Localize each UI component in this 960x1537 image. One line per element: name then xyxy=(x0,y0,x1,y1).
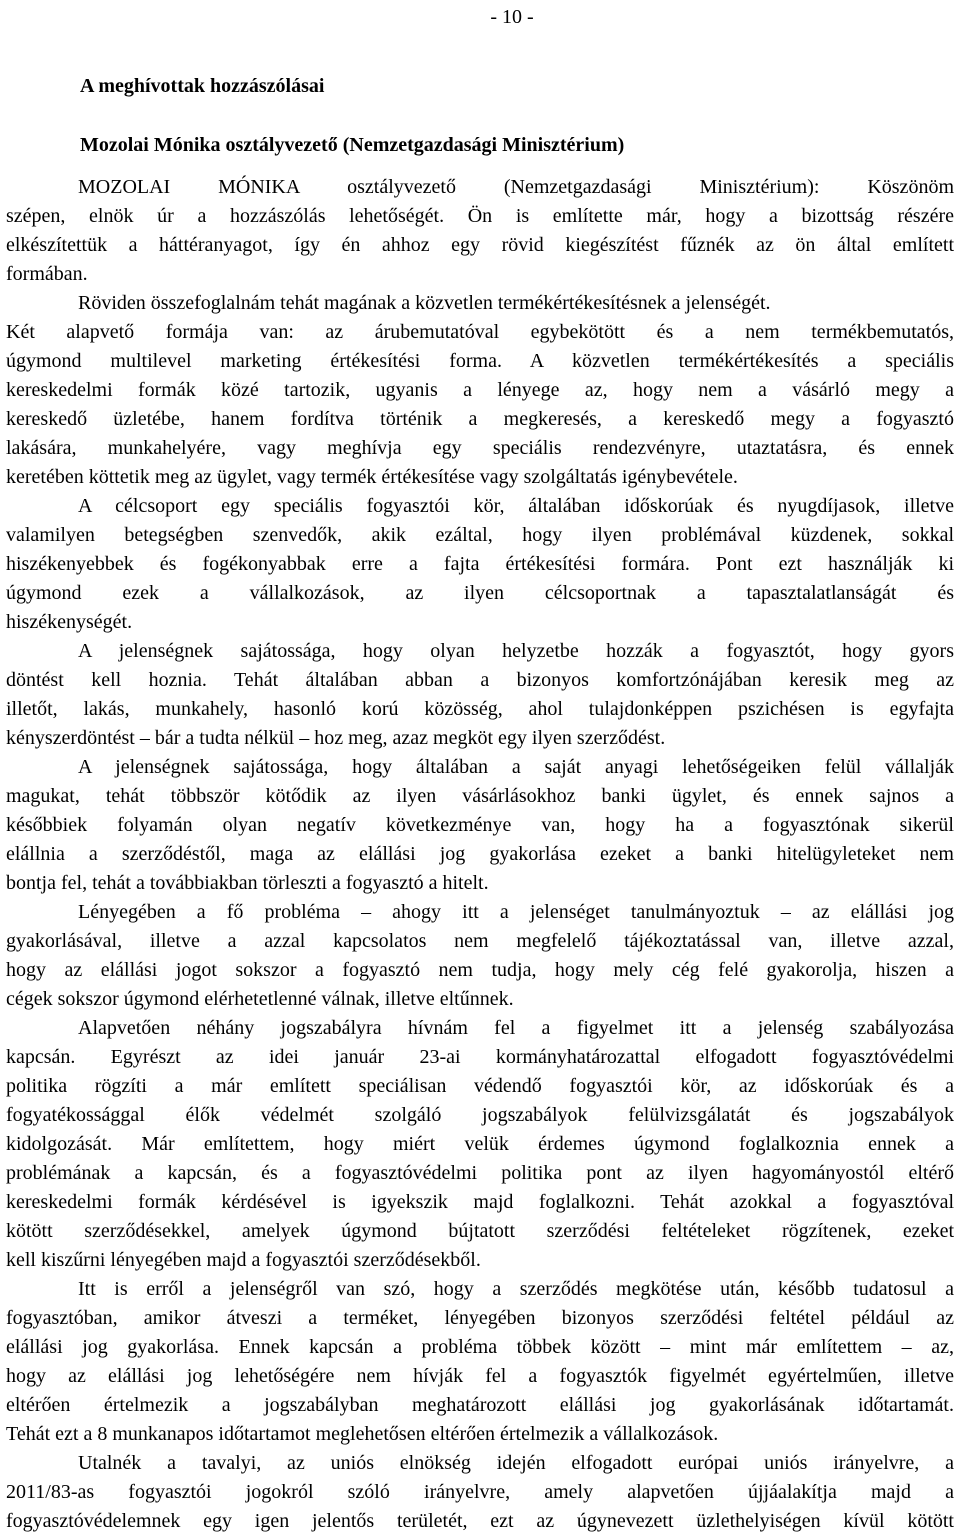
paragraph-line: kereskedő üzletébe, hanem fordítva történik a megkeresés, a kereskedő megy a fogyasztó xyxy=(6,408,954,430)
paragraph-line: Utalnék a tavalyi, az uniós elnökség idején elfogadott európai uniós irányelvre, a xyxy=(78,1452,954,1474)
paragraph-line: gyakorlásával, illetve a azzal kapcsolatos nem megfelelő tájékoztatással van, illetve azzal, xyxy=(6,930,954,952)
paragraph-line: problémának a kapcsán, és a fogyasztóvédelmi politika pont az ilyen hagyományostól eltérő xyxy=(6,1162,954,1184)
paragraph-line: hiszékenységét. xyxy=(6,611,133,633)
paragraph-line: kapcsán. Egyrészt az idei január 23-ai kormányhatározattal elfogadott fogyasztóvédelmi xyxy=(6,1046,954,1068)
paragraph-line: eltérően értelmezik a jogszabályban meghatározott elállási jog gyakorlásának időtartamát. xyxy=(6,1394,954,1416)
paragraph-line: cégek sokszor úgymond elérhetetlenné válnak, illetve eltűnnek. xyxy=(6,988,514,1010)
paragraph-line: kidolgozását. Már említettem, hogy miért velük érdemes úgymond foglalkoznia ennek a xyxy=(6,1133,954,1155)
paragraph-line: fogyatékossággal élők védelmét szolgáló jogszabályok felülvizsgálatát és jogszabályok xyxy=(6,1104,954,1126)
paragraph-line: illetőt, lakás, munkahely, hasonló korú közösség, ahol tulajdonképpen pszichésen is egyfajta xyxy=(6,698,954,720)
paragraph-line: Tehát ezt a 8 munkanapos időtartamot meglehetősen eltérően értelmezik a vállalkozások. xyxy=(6,1423,719,1445)
paragraph-line: MOZOLAI MÓNIKA osztályvezető (Nemzetgazdasági Minisztérium): Köszönöm xyxy=(78,176,954,198)
paragraph-line: fogyasztóvédelemnek egy igen jelentős területét, ezt az úgynevezett üzlethelyiségen kívül kötött xyxy=(6,1510,954,1532)
page-number: - 10 - xyxy=(490,6,534,28)
paragraph-line: szépen, elnök úr a hozzászólás lehetőségét. Ön is említette már, hogy a bizottság részére xyxy=(6,205,954,227)
paragraph-line: magukat, tehát többször kötődik az ilyen vásárlásokhoz banki ügylet, és ennek sajnos a xyxy=(6,785,954,807)
paragraph-line: Röviden összefoglalnám tehát magának a közvetlen termékértékesítésnek a jelenségét. xyxy=(78,292,771,314)
paragraph-line: kell kiszűrni lényegében majd a fogyasztói szerződésekből. xyxy=(6,1249,481,1271)
paragraph-line: hogy az elállási jog lehetőségére nem hívják fel a fogyasztók figyelmét egyértelműen, illetve xyxy=(6,1365,954,1387)
paragraph-line: 2011/83-as fogyasztói jogokról szóló irányelvre, amely alapvetően újjáalakítja majd a xyxy=(6,1481,954,1503)
paragraph-line: úgymond multilevel marketing értékesítési forma. A közvetlen termékértékesítés a speciális xyxy=(6,350,954,372)
paragraph-line: politika rögzíti a már említett speciálisan védendő fogyasztói kör, az időskorúak és a xyxy=(6,1075,954,1097)
paragraph-line: Itt is erről a jelenségről van szó, hogy a szerződés megkötése után, később tudatosul a xyxy=(78,1278,954,1300)
paragraph-line: úgymond ezek a vállalkozások, az ilyen célcsoportnak a tapasztalatlanságát és xyxy=(6,582,954,604)
paragraph-line: későbbiek folyamán olyan negatív következménye van, hogy ha a fogyasztónak sikerül xyxy=(6,814,954,836)
paragraph-line: A jelenségnek sajátossága, hogy olyan helyzetbe hozzák a fogyasztót, hogy gyors xyxy=(78,640,954,662)
paragraph-line: A célcsoport egy speciális fogyasztói kör, általában időskorúak és nyugdíjasok, illetve xyxy=(78,495,954,517)
speaker-heading: Mozolai Mónika osztályvezető (Nemzetgazdasági Minisztérium) xyxy=(80,134,625,156)
paragraph-line: elállási jog gyakorlása. Ennek kapcsán a probléma többek között – mint már említettem – az, xyxy=(6,1336,954,1358)
paragraph-line: keretében köttetik meg az ügylet, vagy termék értékesítése vagy szolgáltatás igénybevétele. xyxy=(6,466,738,488)
paragraph-line: kereskedelmi formák kérdésével is igyekszik majd foglalkozni. Tehát azokkal a fogyasztóval xyxy=(6,1191,954,1213)
paragraph-line: A jelenségnek sajátossága, hogy általában a saját anyagi lehetőségeiken felül vállalják xyxy=(78,756,954,778)
paragraph-line: lakására, munkahelyére, vagy meghívja egy speciális rendezvényre, utaztatásra, és ennek xyxy=(6,437,954,459)
section-title: A meghívottak hozzászólásai xyxy=(80,75,325,97)
paragraph-line: Alapvetően néhány jogszabályra hívnám fel a figyelmet itt a jelenség szabályozása xyxy=(78,1017,954,1039)
paragraph-line: kényszerdöntést – bár a tudta nélkül – hoz meg, azaz megköt egy ilyen szerződést. xyxy=(6,727,666,749)
paragraph-line: valamilyen betegségben szenvedők, akik ezáltal, hogy ilyen problémával küzdenek, sokkal xyxy=(6,524,954,546)
paragraph-line: elkészítettük a háttéranyagot, így én ahhoz egy rövid kiegészítést fűznék az ön által említett xyxy=(6,234,954,256)
paragraph-line: hiszékenyebbek és fogékonyabbak erre a fajta értékesítési formára. Pont ezt használják ki xyxy=(6,553,954,575)
paragraph-line: bontja fel, tehát a továbbiakban törleszti a fogyasztó a hitelt. xyxy=(6,872,489,894)
paragraph-line: kereskedelmi formák közé tartozik, ugyanis a lényege az, hogy nem a vásárló megy a xyxy=(6,379,954,401)
paragraph-line: fogyasztóban, amikor átveszi a terméket, lényegében bizonyos szerződési feltétel például az xyxy=(6,1307,954,1329)
paragraph-line: hogy az elállási jogot sokszor a fogyasztó nem tudja, hogy mely cég felé gyakorolja, hiszen a xyxy=(6,959,954,981)
paragraph-line: Két alapvető formája van: az árubemutatóval egybekötött és a nem termékbemutatós, xyxy=(6,321,954,343)
paragraph-line: Lényegében a fő probléma – ahogy itt a jelenséget tanulmányoztuk – az elállási jog xyxy=(78,901,954,923)
paragraph-line: formában. xyxy=(6,263,88,285)
paragraph-line: kötött szerződésekkel, amelyek úgymond bújtatott szerződési feltételeket rögzítenek, ezeket xyxy=(6,1220,954,1242)
paragraph-line: elállnia a szerződéstől, maga az elállási jog gyakorlása ezeket a banki hitelügyleteket nem xyxy=(6,843,954,865)
paragraph-line: döntést kell hoznia. Tehát általában abban a bizonyos komfortzónájában keresik meg az xyxy=(6,669,954,691)
